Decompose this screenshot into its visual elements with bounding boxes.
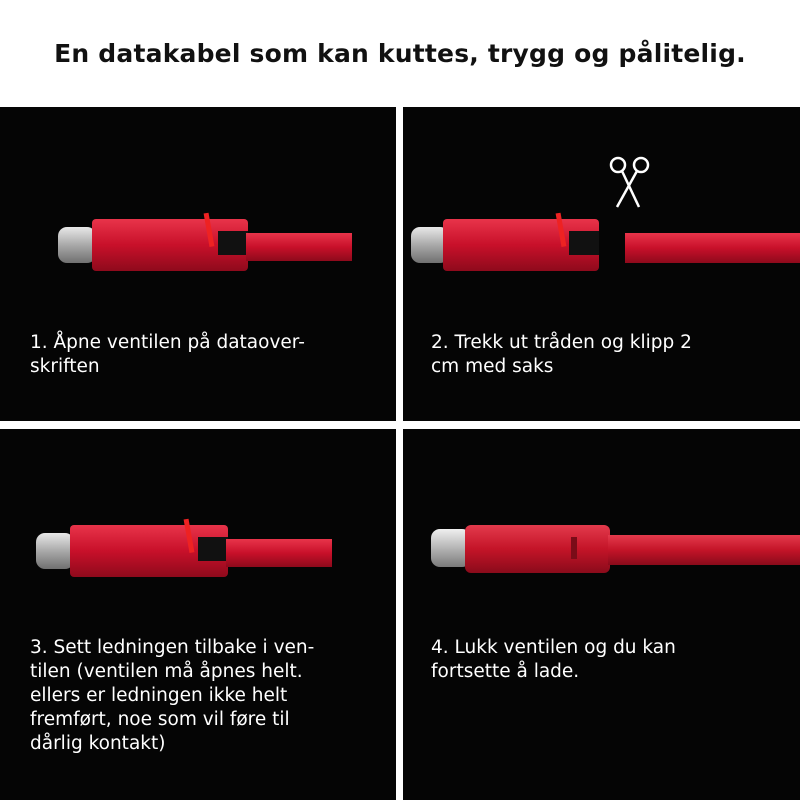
usb-c-connector-icon — [36, 533, 74, 569]
connector-housing — [465, 525, 610, 573]
caption-line: cm med saks — [431, 356, 554, 377]
valve-opening — [198, 537, 228, 561]
step-panel-2 — [403, 107, 800, 421]
valve-opening — [218, 231, 248, 255]
valve-opening — [569, 231, 599, 255]
caption-line: dårlig kontakt) — [30, 733, 166, 754]
caption-line: skriften — [30, 356, 100, 377]
cable-flat — [608, 535, 800, 565]
step-panel-3 — [0, 429, 396, 800]
caption-line: ellers er ledningen ikke helt — [30, 685, 288, 706]
step-panel-1 — [0, 107, 396, 421]
valve-latch-closed — [571, 537, 577, 559]
page-title: En datakabel som kan kuttes, trygg og pålitelig. — [54, 38, 746, 68]
step-caption-1 — [30, 331, 305, 379]
caption-line: tilen (ventilen må åpnes helt. — [30, 661, 303, 682]
step-caption-4 — [431, 636, 676, 684]
caption-line: 2. Trekk ut tråden og klipp 2 — [431, 332, 692, 353]
cable-closed-valve-illustration — [403, 429, 800, 800]
cable-flat — [226, 539, 332, 567]
caption-line: fremført, noe som vil føre til — [30, 709, 290, 730]
caption-line: 1. Åpne ventilen på dataover- — [30, 332, 305, 353]
cable-flat — [246, 233, 352, 261]
cable-flat-cut — [625, 233, 800, 263]
caption-line: fortsette å lade. — [431, 661, 580, 682]
caption-line: 4. Lukk ventilen og du kan — [431, 637, 676, 658]
step-caption-3 — [30, 636, 314, 756]
step-panel-4 — [403, 429, 800, 800]
step-caption-2 — [431, 331, 692, 379]
caption-line: 3. Sett ledningen tilbake i ven- — [30, 637, 315, 658]
header — [0, 0, 800, 106]
scissors-icon — [611, 158, 648, 207]
usb-c-connector-icon — [58, 227, 96, 263]
